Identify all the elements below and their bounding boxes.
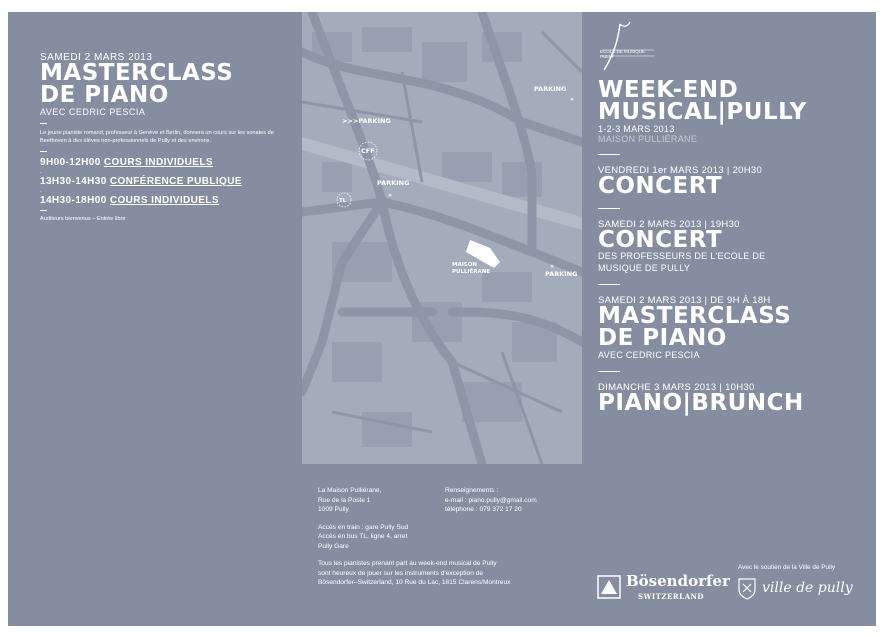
schedule-item-3: 14H30-18H00 COURS INDIVIDUELS (40, 194, 219, 206)
location-map (302, 12, 582, 464)
divider (598, 208, 620, 209)
chevron-icon: » (570, 96, 574, 103)
masterclass-title-1: MASTERCLASS (40, 60, 234, 86)
bosendorfer-logo: Bösendorfer SWITZERLAND (596, 570, 736, 610)
pully-crest-icon (738, 578, 756, 600)
chevron-icon: » (388, 192, 392, 199)
divider (40, 123, 47, 124)
chevron-icon: » (550, 263, 554, 270)
divider (40, 210, 47, 211)
divider (40, 151, 47, 152)
weekend-title-1: WEEK-END (598, 77, 739, 103)
map-label-cff: CFF (361, 147, 375, 155)
event-2-date: SAMEDI 2 MARS 2013 | 19H30 (598, 218, 740, 230)
program-panel (598, 20, 868, 415)
event-3-subtitle: AVEC CEDRIC PESCIA (598, 349, 700, 360)
masterclass-date: SAMEDI 2 MARS 2013 (40, 52, 153, 63)
map-label-parking-left: >>>PARKING (342, 117, 391, 125)
event-4-date: DIMANCHE 3 MARS 2013 | 10H30 (598, 381, 755, 393)
event-3-date: SAMEDI 2 MARS 2013 | DE 9H À 18H (598, 294, 771, 306)
ville-de-pully-logo (736, 564, 866, 614)
schedule-item-2: 13H30-14H30 CONFÉRENCE PUBLIQUE (40, 175, 242, 187)
masterclass-description: Le jeune pianiste romand, professeur à Genève et Berlin, donnera un cours sur les sonates de Beethoven à des élèves non-professionnels de Pully et des environs. (40, 129, 274, 144)
masterclass-title-2: DE PIANO (40, 81, 169, 108)
event-2-title: CONCERT (598, 226, 723, 253)
schedule-item-1: 9H00-12H00 COURS INDIVIDUELS (40, 156, 213, 168)
map-label-parking-right: PARKING (545, 270, 578, 278)
ville-text: ville de pully (762, 580, 853, 596)
event-2-subtitle: DES PROFESSEURS DE L'ECOLE DE MUSIQUE DE PULLY (598, 251, 766, 273)
event-1-date: VENDREDI 1er MARS 2013 | 20H30 (598, 164, 763, 176)
map-label-venue-1: MAISON (452, 262, 478, 268)
weekend-venue: MAISON PULLIÉRANE (598, 133, 698, 144)
contact-block: Renseignements : e-mail : piano.pully@gmail.com téléphone : 079 372 17 20 (445, 487, 537, 514)
contact-phone: téléphone : 079 372 17 20 (445, 506, 522, 514)
event-4-title: PIANO|BRUNCH (598, 389, 804, 416)
weekend-dates: 1-2-3 MARS 2013 (598, 123, 675, 134)
separator-dot: . (40, 187, 42, 194)
event-1-title: CONCERT (598, 172, 723, 199)
masterclass-panel (40, 52, 290, 222)
divider (598, 371, 620, 372)
weekend-title-2: MUSICAL|PULLY (598, 98, 807, 125)
school-logo-text: ECOLE DE MUSIQUE PULLY (600, 49, 646, 59)
event-3-title: MASTERCLASS DE PIANO (598, 302, 792, 351)
school-logo (598, 20, 868, 80)
masterclass-footnote: Auditeurs bienvenus – Entrée libre (40, 215, 126, 222)
divider (598, 154, 620, 155)
map-label-venue-2: PULLIÉRANE (452, 269, 491, 275)
contact-email[interactable]: e-mail : piano.pully@gmail.com (445, 496, 537, 504)
masterclass-subtitle: AVEC CEDRIC PESCIA (40, 106, 146, 117)
divider (598, 284, 620, 285)
separator-dot: . (40, 168, 42, 175)
support-text: Avec le soutien de la Ville de Pully (738, 564, 836, 571)
flyer-sheet (8, 12, 876, 626)
address-block: La Maison Pulliérane, Rue de la Poste 1 1009 Pully Accès en train : gare Pully Sud Accès en bus TL, ligne 4, arret Pully Gare Tous les pianistes prenant part au week-end musical de Pully sont heureux de jouer sur les instruments d'exception de Bösendorfer–Switzerland, 10 Rue du Lac, 1815 Clarens/Montreux (318, 487, 511, 587)
map-label-tl: TL (339, 198, 347, 204)
bosendorfer-crest-icon (596, 574, 622, 600)
music-school-logo-icon (598, 20, 658, 72)
map-label-parking-mid: PARKING (377, 179, 410, 187)
map-label-parking-top: PARKING (534, 85, 567, 93)
